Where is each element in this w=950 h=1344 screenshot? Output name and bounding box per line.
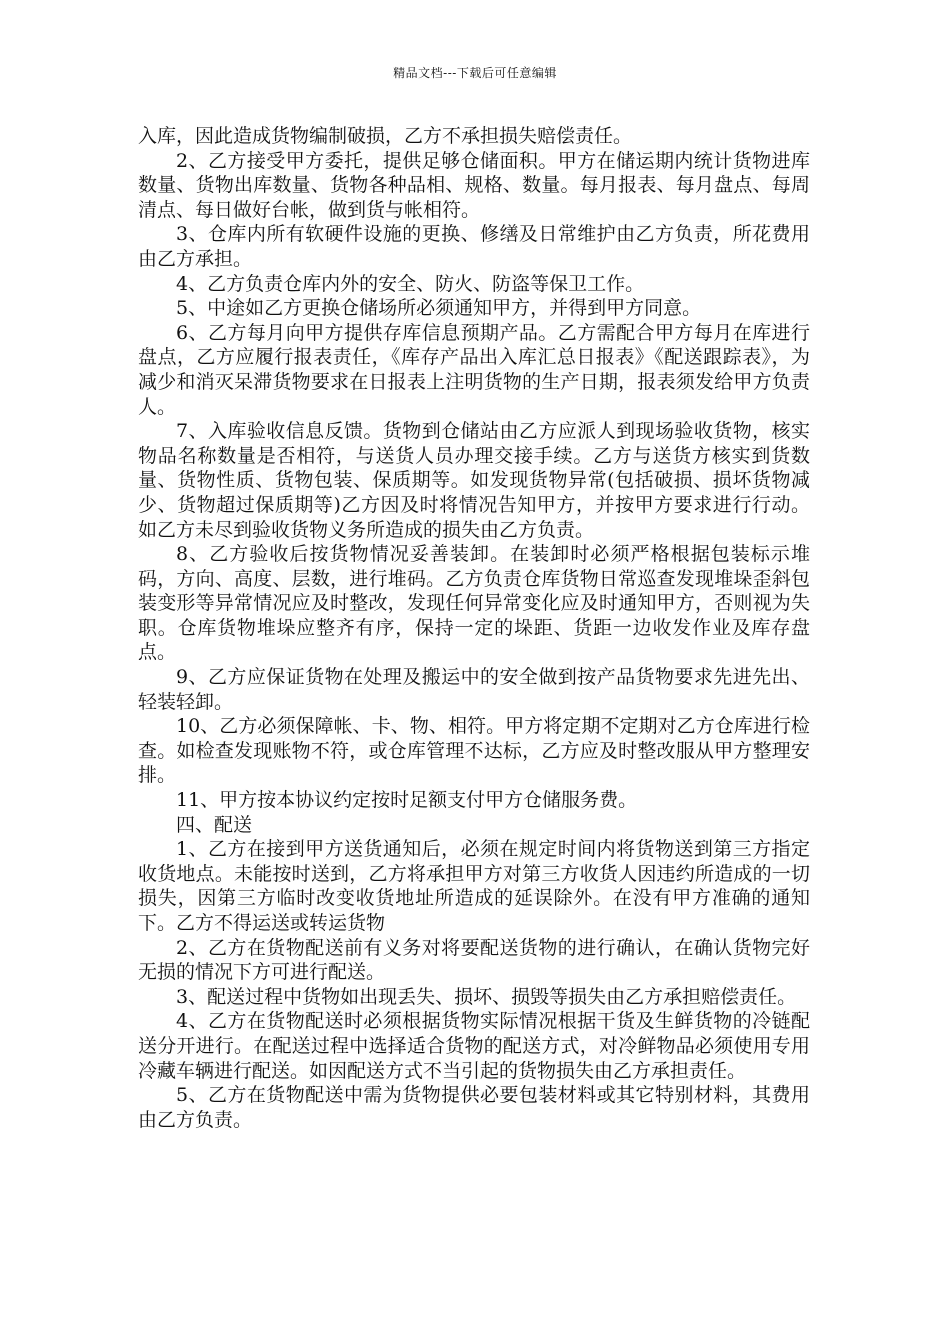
paragraph: 7、入库验收信息反馈。货物到仓储站由乙方应派人到现场验收货物，核实物品名称数量是否相符，与送货人员办理交接手续。乙方与送货方核实到货数量、货物性质、货物包装、保质期等。如发现货物异常(包括破损、损坏货物减少、货物超过保质期等)乙方因及时将情况告知甲方，并按甲方要求进行行动。如乙方未尽到验收货物义务所造成的损失由乙方负责。 bbox=[138, 420, 810, 541]
paragraph: 3、仓库内所有软硬件设施的更换、修缮及日常维护由乙方负责，所花费用由乙方承担。 bbox=[138, 223, 810, 270]
paragraph: 2、乙方在货物配送前有义务对将要配送货物的进行确认，在确认货物完好无损的情况下方可进行配送。 bbox=[138, 936, 810, 984]
paragraph: 6、乙方每月向甲方提供存库信息预期产品。乙方需配合甲方每月在库进行盘点，乙方应履行报表责任，《库存产品出入库汇总日报表》《配送跟踪表》，为减少和消灭呆滞货物要求在日报表上注明货物的生产日期，报表须发给甲方负责人。 bbox=[138, 321, 810, 418]
paragraph: 1、乙方在接到甲方送货通知后，必须在规定时间内将货物送到第三方指定收货地点。未能按时送到，乙方将承担甲方对第三方收货人因违约所造成的一切损失，因第三方临时改变收货地址所造成的延误除外。在没有甲方准确的通知下。乙方不得运送或转运货物 bbox=[138, 838, 810, 934]
paragraph: 3、配送过程中货物如出现丢失、损坏、损毁等损失由乙方承担赔偿责任。 bbox=[176, 985, 797, 1008]
paragraph: 10、乙方必须保障帐、卡、物、相符。甲方将定期不定期对乙方仓库进行检查。如检查发现账物不符，或仓库管理不达标，乙方应及时整改服从甲方整理安排。 bbox=[138, 715, 810, 787]
paragraph: 4、乙方在货物配送时必须根据货物实际情况根据干货及生鲜货物的冷链配送分开进行。在配送过程中选择适合货物的配送方式，对冷鲜物品必须使用专用冷藏车辆进行配送。如因配送方式不当引起的货物损失由乙方承担责任。 bbox=[138, 1010, 810, 1082]
paragraph: 2、乙方接受甲方委托，提供足够仓储面积。甲方在储运期内统计货物进库数量、货物出库数量、货物各种品相、规格、数量。每月报表、每月盘点、每周清点、每日做好台帐，做到货与帐相符。 bbox=[138, 149, 810, 221]
paragraph: 5、中途如乙方更换仓储场所必须通知甲方，并得到甲方同意。 bbox=[176, 297, 702, 320]
paragraph: 11、甲方按本协议约定按时足额支付甲方仓储服务费。 bbox=[176, 789, 638, 812]
paragraph: 4、乙方负责仓库内外的安全、防火、防盗等保卫工作。 bbox=[176, 272, 645, 295]
document-body bbox=[138, 124, 810, 1132]
paragraph: 入库，因此造成货物编制破损，乙方不承担损失赔偿责任。 bbox=[138, 125, 633, 147]
paragraph: 9、乙方应保证货物在处理及搬运中的安全做到按产品货物要求先进先出、轻装轻卸。 bbox=[138, 666, 810, 713]
paragraph: 8、乙方验收后按货物情况妥善装卸。在装卸时必须严格根据包装标示堆码，方向、高度、层数，进行堆码。乙方负责仓库货物日常巡查发现堆垛歪斜包装变形等异常情况应及时整改，发现任何异常变化应及时通知甲方，否则视为失职。仓库货物堆垛应整齐有序，保持一定的垛距、货距一边收发作业及库存盘点。 bbox=[138, 543, 810, 664]
page-header: 精品文档---下载后可任意编辑 bbox=[393, 66, 557, 80]
paragraph: 5、乙方在货物配送中需为货物提供必要包装材料或其它特别材料，其费用由乙方负责。 bbox=[138, 1084, 810, 1131]
section-heading: 四、配送 bbox=[176, 813, 253, 836]
